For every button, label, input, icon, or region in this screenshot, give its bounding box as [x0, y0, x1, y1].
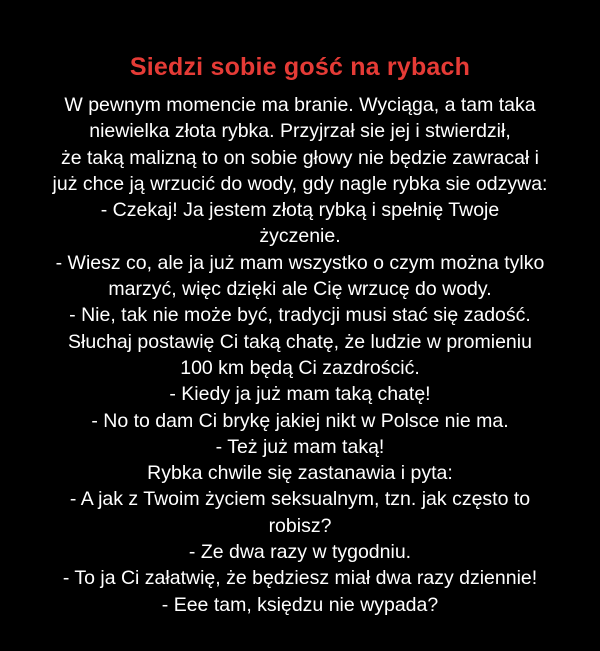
text-line: - Ze dwa razy w tygodniu. [188, 541, 412, 564]
text-line: Słuchaj postawię Ci taką chatę, że ludzie w promieniu [68, 330, 532, 353]
text-line: - No to dam Ci brykę jakiej nikt w Polsce nie ma. [91, 409, 509, 432]
text-line: - Wiesz co, ale ja już mam wszystko o czym można tylko [55, 251, 545, 274]
text-line: marzyć, więc dzięki ale Cię wrzucę do wody. [108, 278, 492, 301]
text-line: - Eee tam, księdzu nie wypada? [161, 593, 439, 616]
text-line: W pewnym momencie ma branie. Wyciąga, a tam taka [64, 94, 536, 116]
text-line: że taką malizną to on sobie głowy nie będzie zawracał i [60, 146, 539, 169]
text-line: niewielka złota rybka. Przyjrzał sie jej i stwierdził, [89, 120, 511, 143]
text-line: 100 km będą Ci zazdrościć. [180, 356, 420, 379]
joke-title: Siedzi sobie gość na rybach [129, 53, 471, 81]
text-line: już chce ją wrzucić do wody, gdy nagle rybka sie odzywa: [52, 172, 548, 195]
text-line: - Też już mam taką! [215, 435, 385, 458]
text-line: życzenie. [259, 225, 341, 248]
text-line: - Czekaj! Ja jestem złotą rybką i spełnię Twoje [100, 199, 500, 222]
text-line: robisz? [268, 514, 332, 537]
text-line: - Nie, tak nie może być, tradycji musi stać się zadość. [69, 304, 531, 327]
text-line: - To ja Ci załatwię, że będziesz miał dwa razy dziennie! [62, 567, 538, 590]
text-line: - A jak z Twoim życiem seksualnym, tzn. jak często to [69, 488, 531, 511]
joke-body [10, 92, 590, 618]
text-line: - Kiedy ja już mam taką chatę! [169, 383, 431, 406]
text-line: Rybka chwile się zastanawia i pyta: [147, 462, 453, 485]
